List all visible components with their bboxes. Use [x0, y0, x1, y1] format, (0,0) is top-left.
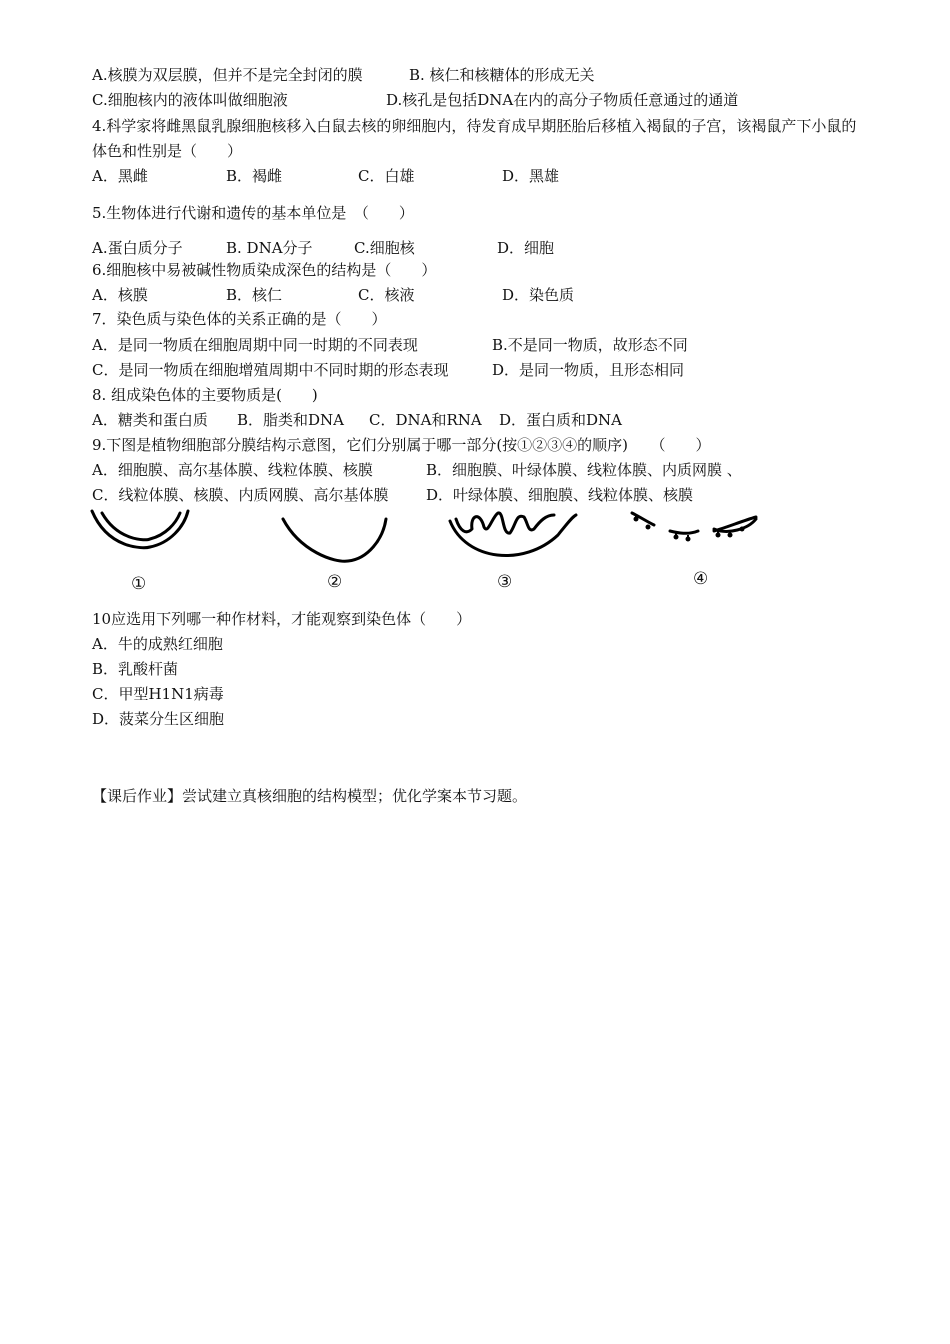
q6-option-d: D．染色质	[502, 286, 575, 304]
membrane-sketch-2	[283, 519, 386, 561]
q5-stem: 5.生物体进行代谢和遗传的基本单位是 （ ）	[92, 204, 414, 222]
membrane-structure-figure	[88, 505, 788, 595]
q3-option-d: D.核孔是包括DNA在内的高分子物质任意通过的通道	[386, 91, 739, 109]
membrane-sketch-1	[92, 511, 188, 548]
q7-option-b: B.不是同一物质，故形态不同	[492, 336, 688, 354]
q7-option-d: D．是同一物质，且形态相同	[492, 361, 685, 379]
q4-option-c: C．白雄	[358, 167, 415, 185]
q4-option-a: A．黑雌	[92, 167, 148, 185]
membrane-sketch-3	[450, 513, 576, 556]
q4-stem: 4.科学家将雌黑鼠乳腺细胞核移入白鼠去核的卵细胞内，待发育成早期胚胎后移植入褐鼠的子宫，该褐鼠产下小鼠的体色和性别是（ ）	[92, 117, 857, 160]
q7-option-c: C．是同一物质在细胞增殖周期中不同时期的形态表现	[92, 361, 449, 379]
q8-option-c: C．DNA和RNA	[369, 411, 482, 429]
q5-option-d: D．细胞	[497, 239, 555, 257]
q4-option-d: D．黑雄	[502, 167, 560, 185]
q7-option-a: A．是同一物质在细胞周期中同一时期的不同表现	[92, 336, 418, 354]
q5-option-c: C.细胞核	[354, 239, 415, 257]
q9-stem: 9.下图是植物细胞部分膜结构示意图，它们分别属于哪一部分(按①②③④的顺序) （ ）	[92, 436, 711, 454]
q10-option-d: D．菠菜分生区细胞	[92, 710, 225, 728]
q10-option-a: A．牛的成熟红细胞	[92, 635, 223, 653]
membrane-sketch-4	[632, 513, 756, 533]
homework-note: 【课后作业】尝试建立真核细胞的结构模型；优化学案本节习题。	[92, 787, 528, 805]
q3-option-a: A.核膜为双层膜，但并不是完全封闭的膜	[92, 66, 363, 84]
q10-option-b: B．乳酸杆菌	[92, 660, 179, 678]
q4-option-b: B．褐雌	[226, 167, 283, 185]
figure-label-2: ②	[327, 572, 343, 592]
q5-option-a: A.蛋白质分子	[92, 239, 183, 257]
q10-option-c: C．甲型H1N1病毒	[92, 685, 224, 703]
q5-option-b: B. DNA分子	[226, 239, 313, 257]
q8-option-d: D．蛋白质和DNA	[499, 411, 623, 429]
q9-option-c: C．线粒体膜、核膜、内质网膜、高尔基体膜	[92, 486, 389, 504]
q6-option-a: A．核膜	[92, 286, 148, 304]
q10-stem: 10应选用下列哪一种作材料，才能观察到染色体（ ）	[92, 610, 472, 628]
q9-option-a: A．细胞膜、高尔基体膜、线粒体膜、核膜	[92, 461, 373, 479]
figure-label-4: ④	[693, 569, 709, 589]
q8-option-a: A．糖类和蛋白质	[92, 411, 208, 429]
q7-stem: 7．染色质与染色体的关系正确的是（ ）	[92, 310, 387, 328]
q6-stem: 6.细胞核中易被碱性物质染成深色的结构是（ ）	[92, 261, 437, 279]
q6-option-c: C．核液	[358, 286, 415, 304]
q6-option-b: B．核仁	[226, 286, 283, 304]
q8-stem: 8. 组成染色体的主要物质是( )	[92, 386, 318, 404]
q3-option-c: C.细胞核内的液体叫做细胞液	[92, 91, 288, 109]
q3-option-b: B. 核仁和核糖体的形成无关	[409, 66, 595, 84]
q9-option-d: D．叶绿体膜、细胞膜、线粒体膜、核膜	[426, 486, 694, 504]
q8-option-b: B．脂类和DNA	[237, 411, 345, 429]
q9-option-b: B．细胞膜、叶绿体膜、线粒体膜、内质网膜 、	[426, 461, 742, 479]
figure-label-1: ①	[131, 574, 147, 594]
figure-label-3: ③	[497, 572, 513, 592]
